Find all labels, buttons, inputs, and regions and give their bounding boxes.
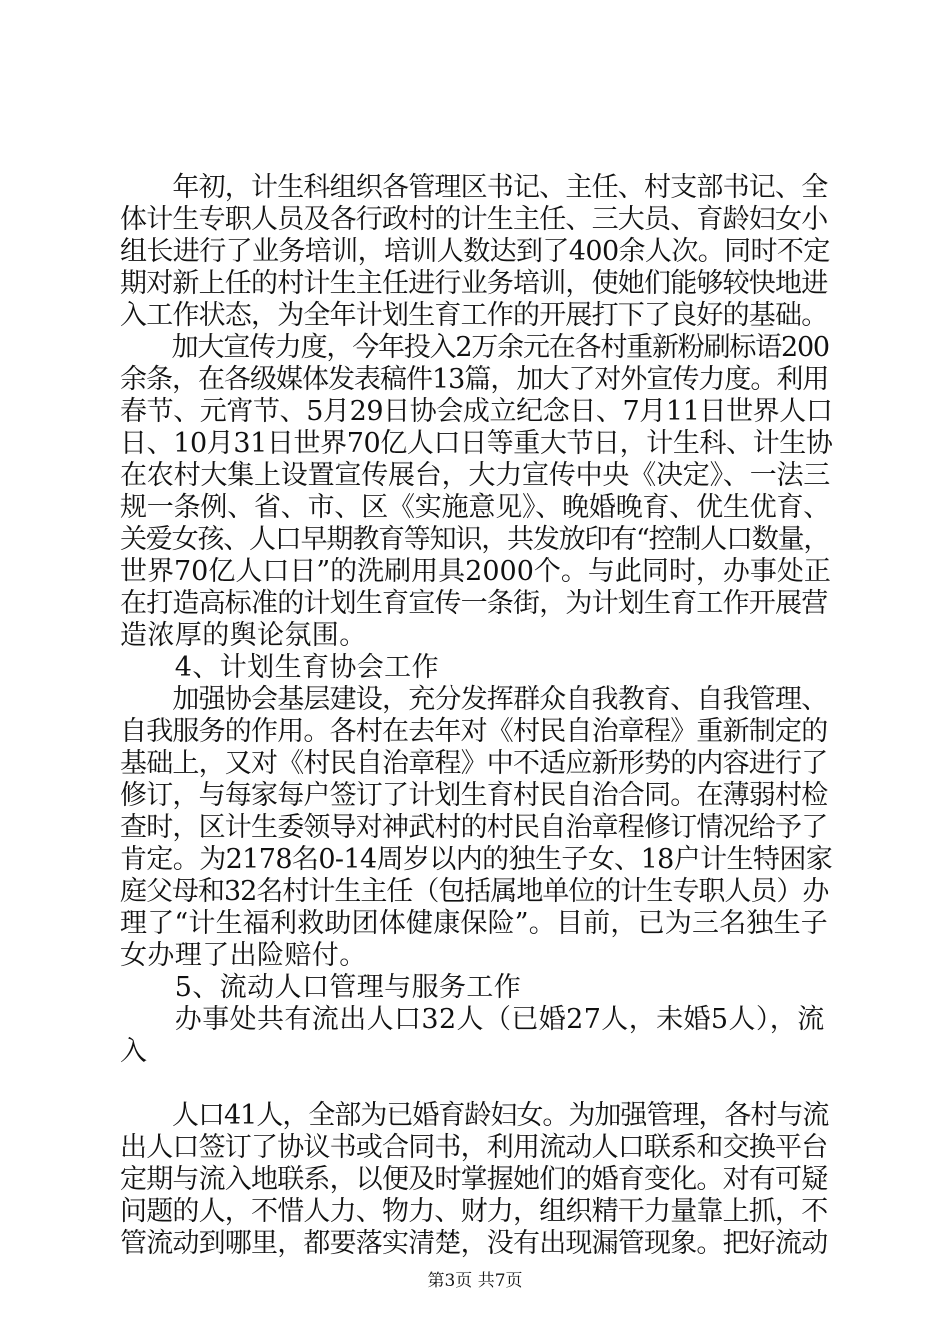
text-line: 在打造高标准的计划生育宣传一条街，为计划生育工作开展营 [120, 588, 828, 619]
text-line: 问题的人，不惜人力、物力、财力，组织精干力量靠上抓，不 [120, 1196, 828, 1227]
text-line: 加强协会基层建设，充分发挥群众自我教育、自我管理、 [120, 684, 828, 715]
text-line: 入工作状态，为全年计划生育工作的开展打下了良好的基础。 [120, 300, 828, 331]
text-line: 规一条例、省、市、区《实施意见》、晚婚晚育、优生优育、 [120, 492, 831, 523]
text-line: 查时，区计生委领导对神武村的村民自治章程修订情况给予了 [120, 812, 828, 843]
text-line: 期对新上任的村计生主任进行业务培训，使她们能够较快地进 [120, 268, 828, 299]
section-heading: 5、流动人口管理与服务工作 [120, 972, 522, 1003]
text-line: 自我服务的作用。各村在去年对《村民自治章程》重新制定的 [120, 716, 828, 747]
blank-line [120, 1068, 832, 1100]
text-line: 日、10月31日世界70亿人口日等重大节日，计生科、计生协 [120, 428, 833, 459]
text-line: 人口41人，全部为已婚育龄妇女。为加强管理，各村与流 [120, 1100, 829, 1131]
section-heading: 4、计划生育协会工作 [120, 652, 439, 683]
text-line: 春节、元宵节、5月29日协会成立纪念日、7月11日世界人口 [120, 396, 833, 427]
text-line: 入 [120, 1036, 147, 1067]
text-line: 出人口签订了协议书或合同书，利用流动人口联系和交换平台 [120, 1132, 828, 1163]
text-line: 余条，在各级媒体发表稿件13篇，加大了对外宣传力度。利用 [120, 364, 829, 395]
text-line: 定期与流入地联系，以便及时掌握她们的婚育变化。对有可疑 [120, 1164, 828, 1195]
text-line: 加大宣传力度，今年投入2万余元在各村重新粉刷标语200 [120, 332, 829, 363]
text-line: 女办理了出险赔付。 [120, 940, 367, 971]
text-line: 关爱女孩、人口早期教育等知识，共发放印有“控制人口数量， [120, 524, 830, 555]
text-line: 年初，计生科组织各管理区书记、主任、村支部书记、全 [120, 172, 828, 203]
text-line: 在农村大集上设置宣传展台，大力宣传中央《决定》、一法三 [120, 460, 831, 491]
text-line: 世界70亿人口日”的洗刷用具2000个。与此同时，办事处正 [120, 556, 831, 587]
document-body [120, 172, 832, 1260]
text-line: 基础上，又对《村民自治章程》中不适应新形势的内容进行了 [120, 748, 828, 779]
text-line: 肯定。为2178名0-14周岁以内的独生子女、18户计生特困家 [120, 844, 833, 875]
text-line: 组长进行了业务培训，培训人数达到了400余人次。同时不定 [120, 236, 830, 267]
page-number-footer: 第3页 共7页 [427, 1271, 523, 1291]
text-line: 修订，与每家每户签订了计划生育村民自治合同。在薄弱村检 [120, 780, 828, 811]
text-line: 理了“计生福利救助团体健康保险”。目前，已为三名独生子 [120, 908, 829, 939]
text-line: 管流动到哪里，都要落实清楚，没有出现漏管现象。把好流动 [120, 1228, 828, 1259]
text-line: 庭父母和32名村计生主任（包括属地单位的计生专职人员）办 [120, 876, 829, 907]
text-line: 体计生专职人员及各行政村的计生主任、三大员、育龄妇女小 [120, 204, 828, 235]
text-line: 办事处共有流出人口32人（已婚27人，未婚5人），流 [120, 1004, 825, 1035]
text-line: 造浓厚的舆论氛围。 [120, 620, 367, 651]
